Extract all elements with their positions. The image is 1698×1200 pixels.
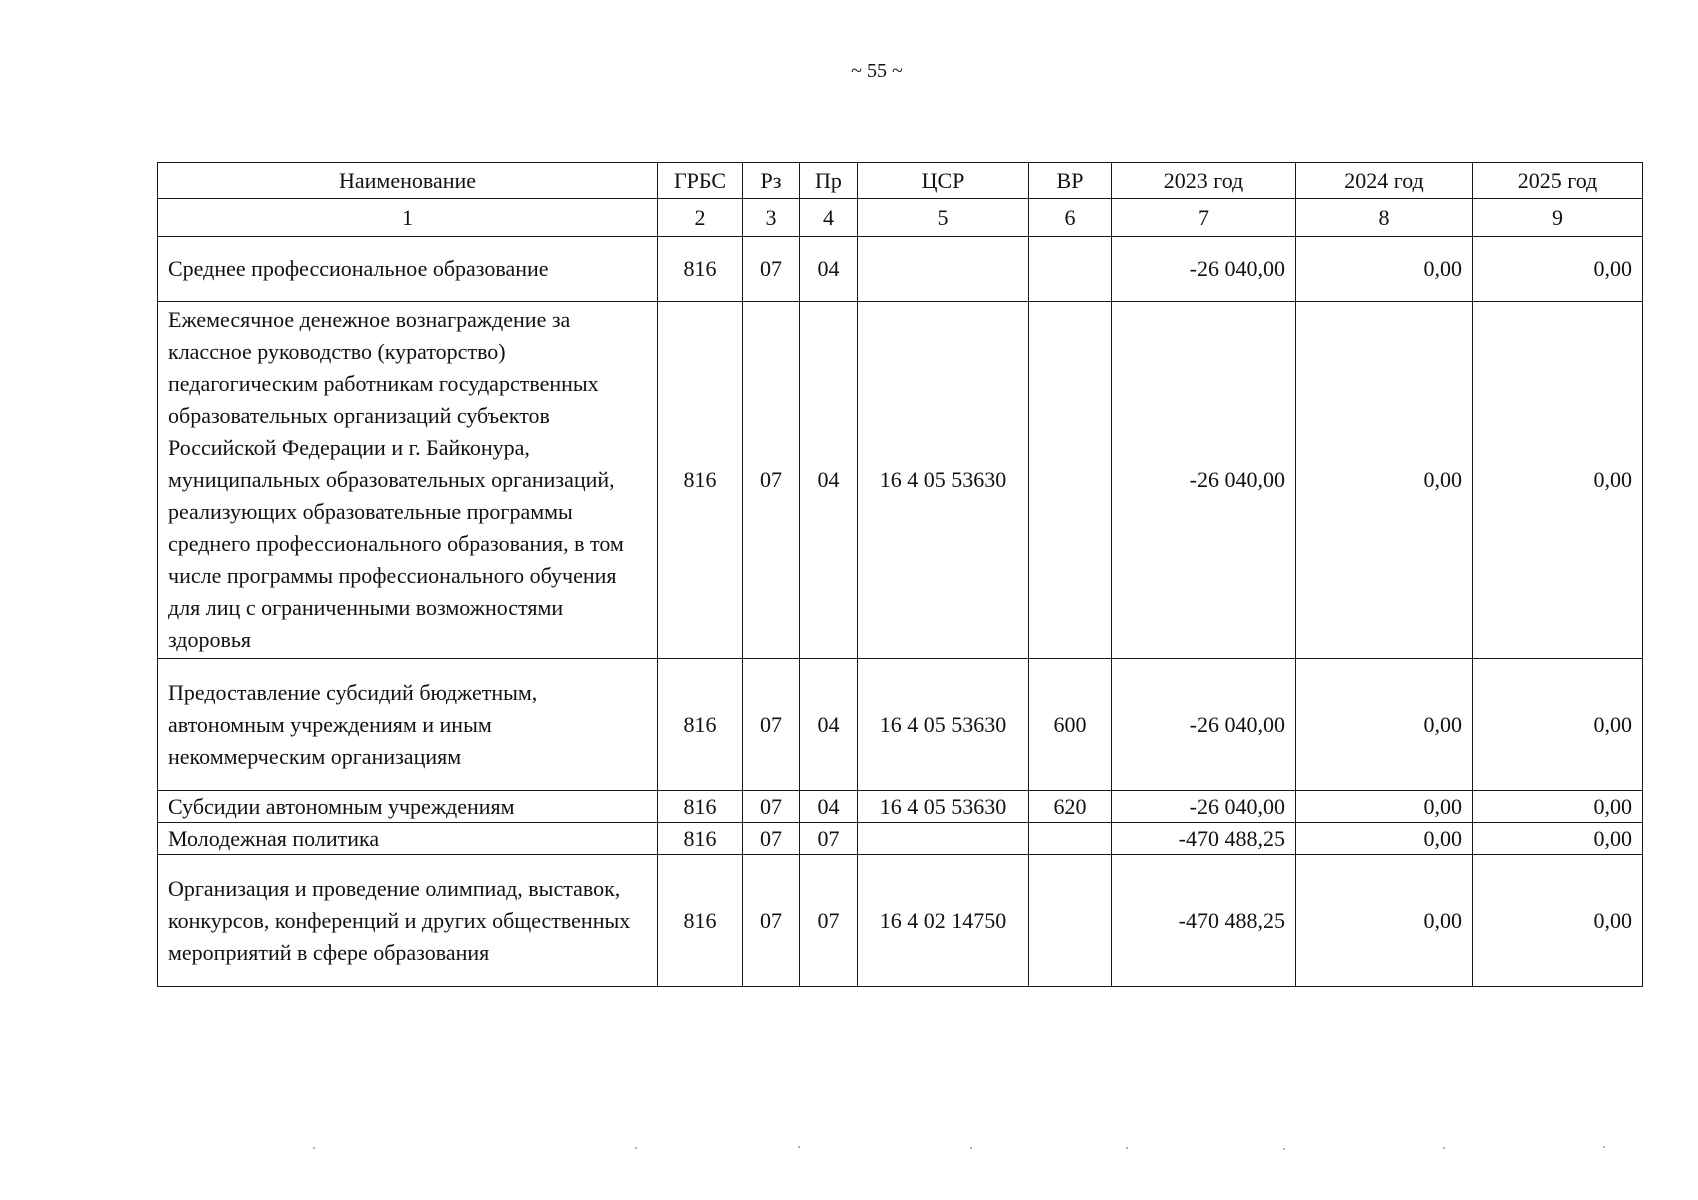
column-number: 1 [158, 199, 658, 237]
row-rz: 07 [743, 302, 800, 659]
row-2025: 0,00 [1473, 823, 1643, 855]
row-2025: 0,00 [1473, 237, 1643, 302]
row-grbs: 816 [658, 823, 743, 855]
row-2025: 0,00 [1473, 855, 1643, 987]
header-2025: 2025 год [1473, 163, 1643, 199]
row-2025: 0,00 [1473, 302, 1643, 659]
row-grbs: 816 [658, 855, 743, 987]
row-csr [858, 823, 1029, 855]
scan-speck [1443, 1147, 1445, 1149]
row-csr: 16 4 02 14750 [858, 855, 1029, 987]
scan-speck [1603, 1146, 1605, 1148]
row-name: Среднее профессиональное образование [158, 237, 658, 302]
header-2024: 2024 год [1296, 163, 1473, 199]
row-csr: 16 4 05 53630 [858, 302, 1029, 659]
row-grbs: 816 [658, 237, 743, 302]
header-pr: Пр [800, 163, 858, 199]
row-grbs: 816 [658, 791, 743, 823]
column-number: 7 [1112, 199, 1296, 237]
row-name: Ежемесячное денежное вознаграждение за классное руководство (кураторство) педагогическим работникам государственных образовательных организаций субъектов Российской Федерации и г. Байконура, муниципальных образовательных организаций, реализующих образовательные программы среднего профессионального образования, в том числе программы профессионального обучения для лиц с ограниченными возможностями здоровья [158, 302, 658, 659]
row-2024: 0,00 [1296, 237, 1473, 302]
row-csr [858, 237, 1029, 302]
table-row [158, 855, 1643, 987]
row-2023: -26 040,00 [1112, 237, 1296, 302]
header-grbs: ГРБС [658, 163, 743, 199]
row-2025: 0,00 [1473, 659, 1643, 791]
header-vr: ВР [1029, 163, 1112, 199]
row-2023: -470 488,25 [1112, 855, 1296, 987]
row-vr: 600 [1029, 659, 1112, 791]
row-rz: 07 [743, 237, 800, 302]
scan-speck [313, 1147, 315, 1149]
row-pr: 07 [800, 823, 858, 855]
row-2025: 0,00 [1473, 791, 1643, 823]
column-number: 5 [858, 199, 1029, 237]
column-number: 8 [1296, 199, 1473, 237]
scan-speck [798, 1146, 800, 1148]
row-csr: 16 4 05 53630 [858, 791, 1029, 823]
row-vr [1029, 823, 1112, 855]
row-pr: 04 [800, 791, 858, 823]
row-name: Организация и проведение олимпиад, выставок, конкурсов, конференций и других общественных мероприятий в сфере образования [158, 855, 658, 987]
row-rz: 07 [743, 659, 800, 791]
row-name: Предоставление субсидий бюджетным, автономным учреждениям и иным некоммерческим организациям [158, 659, 658, 791]
scan-speck [635, 1147, 637, 1149]
column-number: 2 [658, 199, 743, 237]
table-row [158, 791, 1643, 823]
row-grbs: 816 [658, 659, 743, 791]
row-vr [1029, 855, 1112, 987]
scan-speck [1126, 1147, 1128, 1149]
header-rz: Рз [743, 163, 800, 199]
row-2023: -26 040,00 [1112, 302, 1296, 659]
row-pr: 07 [800, 855, 858, 987]
header-row [158, 163, 1643, 199]
column-number: 3 [743, 199, 800, 237]
row-vr: 620 [1029, 791, 1112, 823]
row-rz: 07 [743, 791, 800, 823]
scan-speck [970, 1147, 972, 1149]
row-grbs: 816 [658, 302, 743, 659]
header-2023: 2023 год [1112, 163, 1296, 199]
row-2024: 0,00 [1296, 855, 1473, 987]
row-2024: 0,00 [1296, 823, 1473, 855]
table-row [158, 823, 1643, 855]
column-number: 6 [1029, 199, 1112, 237]
scan-speck [1283, 1148, 1285, 1150]
page-number: ~ 55 ~ [851, 60, 903, 82]
row-2023: -26 040,00 [1112, 659, 1296, 791]
column-number: 4 [800, 199, 858, 237]
row-2023: -470 488,25 [1112, 823, 1296, 855]
row-name: Молодежная политика [158, 823, 658, 855]
row-2024: 0,00 [1296, 659, 1473, 791]
table-row [158, 659, 1643, 791]
column-number: 9 [1473, 199, 1643, 237]
header-name: Наименование [158, 163, 658, 199]
row-pr: 04 [800, 302, 858, 659]
row-csr: 16 4 05 53630 [858, 659, 1029, 791]
row-2024: 0,00 [1296, 791, 1473, 823]
row-rz: 07 [743, 823, 800, 855]
row-pr: 04 [800, 237, 858, 302]
table-row [158, 302, 1643, 659]
column-number-row [158, 199, 1643, 237]
budget-table [157, 162, 1643, 987]
row-rz: 07 [743, 855, 800, 987]
row-vr [1029, 302, 1112, 659]
row-vr [1029, 237, 1112, 302]
table-row [158, 237, 1643, 302]
row-2024: 0,00 [1296, 302, 1473, 659]
row-2023: -26 040,00 [1112, 791, 1296, 823]
row-name: Субсидии автономным учреждениям [158, 791, 658, 823]
header-csr: ЦСР [858, 163, 1029, 199]
row-pr: 04 [800, 659, 858, 791]
